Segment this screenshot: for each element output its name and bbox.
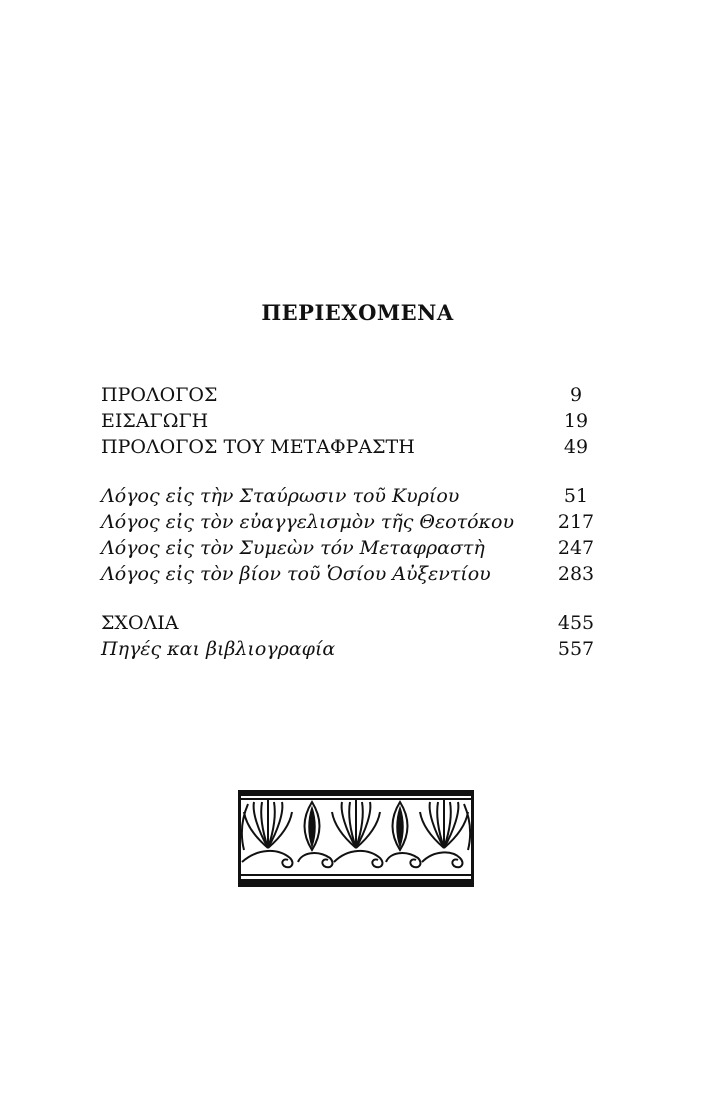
toc-entry-page: 455: [557, 612, 595, 634]
toc-entry[interactable]: [101, 408, 601, 434]
toc-entry[interactable]: [101, 561, 601, 587]
toc-entry[interactable]: [101, 610, 601, 636]
toc-group-front-matter: [101, 382, 601, 460]
toc-entry[interactable]: [101, 382, 601, 408]
toc-entry-title: ΠΡΟΛΟΓΟΣ: [101, 384, 218, 406]
toc-entry[interactable]: [101, 483, 601, 509]
toc-entry-title: Λόγος εἰς τὸν βίον τοῦ Ὁσίου Αὐξεντίου: [101, 563, 491, 585]
toc-entry[interactable]: [101, 509, 601, 535]
toc-entry[interactable]: [101, 535, 601, 561]
toc-entry-page: 217: [557, 511, 595, 533]
toc-entry-page: 283: [557, 563, 595, 585]
toc-entry-page: 49: [563, 436, 589, 458]
toc-entry-page: 247: [557, 537, 595, 559]
toc-entry-title: Πηγές και βιβλιογραφία: [101, 638, 336, 660]
toc-entry-title: Λόγος εἰς τὴν Σταύρωσιν τοῦ Κυρίου: [101, 485, 460, 507]
toc-entry-page: 557: [557, 638, 595, 660]
toc-entry-page: 9: [569, 384, 583, 406]
toc-group-back-matter: [101, 610, 601, 662]
greek-palmette-frieze-icon: [238, 790, 474, 888]
toc-entry[interactable]: [101, 434, 601, 460]
toc-entry-page: 51: [563, 485, 589, 507]
toc-entry-title: Λόγος εἰς τὸν εὐαγγελισμὸν τῆς Θεοτόκου: [101, 511, 515, 533]
toc-group-orations: [101, 483, 601, 587]
table-of-contents: [101, 382, 601, 685]
toc-entry-page: 19: [563, 410, 589, 432]
toc-entry[interactable]: [101, 636, 601, 662]
toc-entry-title: ΕΙΣΑΓΩΓΗ: [101, 410, 209, 432]
toc-entry-title: ΣΧΟΛΙΑ: [101, 612, 179, 634]
toc-entry-title: Λόγος εἰς τὸν Συμεὼν τόν Μεταφραστὴ: [101, 537, 485, 559]
page-title: ΠΕΡΙΕΧΟΜΕΝΑ: [261, 300, 454, 325]
toc-entry-title: ΠΡΟΛΟΓΟΣ ΤΟΥ ΜΕΤΑΦΡΑΣΤΗ: [101, 436, 415, 458]
